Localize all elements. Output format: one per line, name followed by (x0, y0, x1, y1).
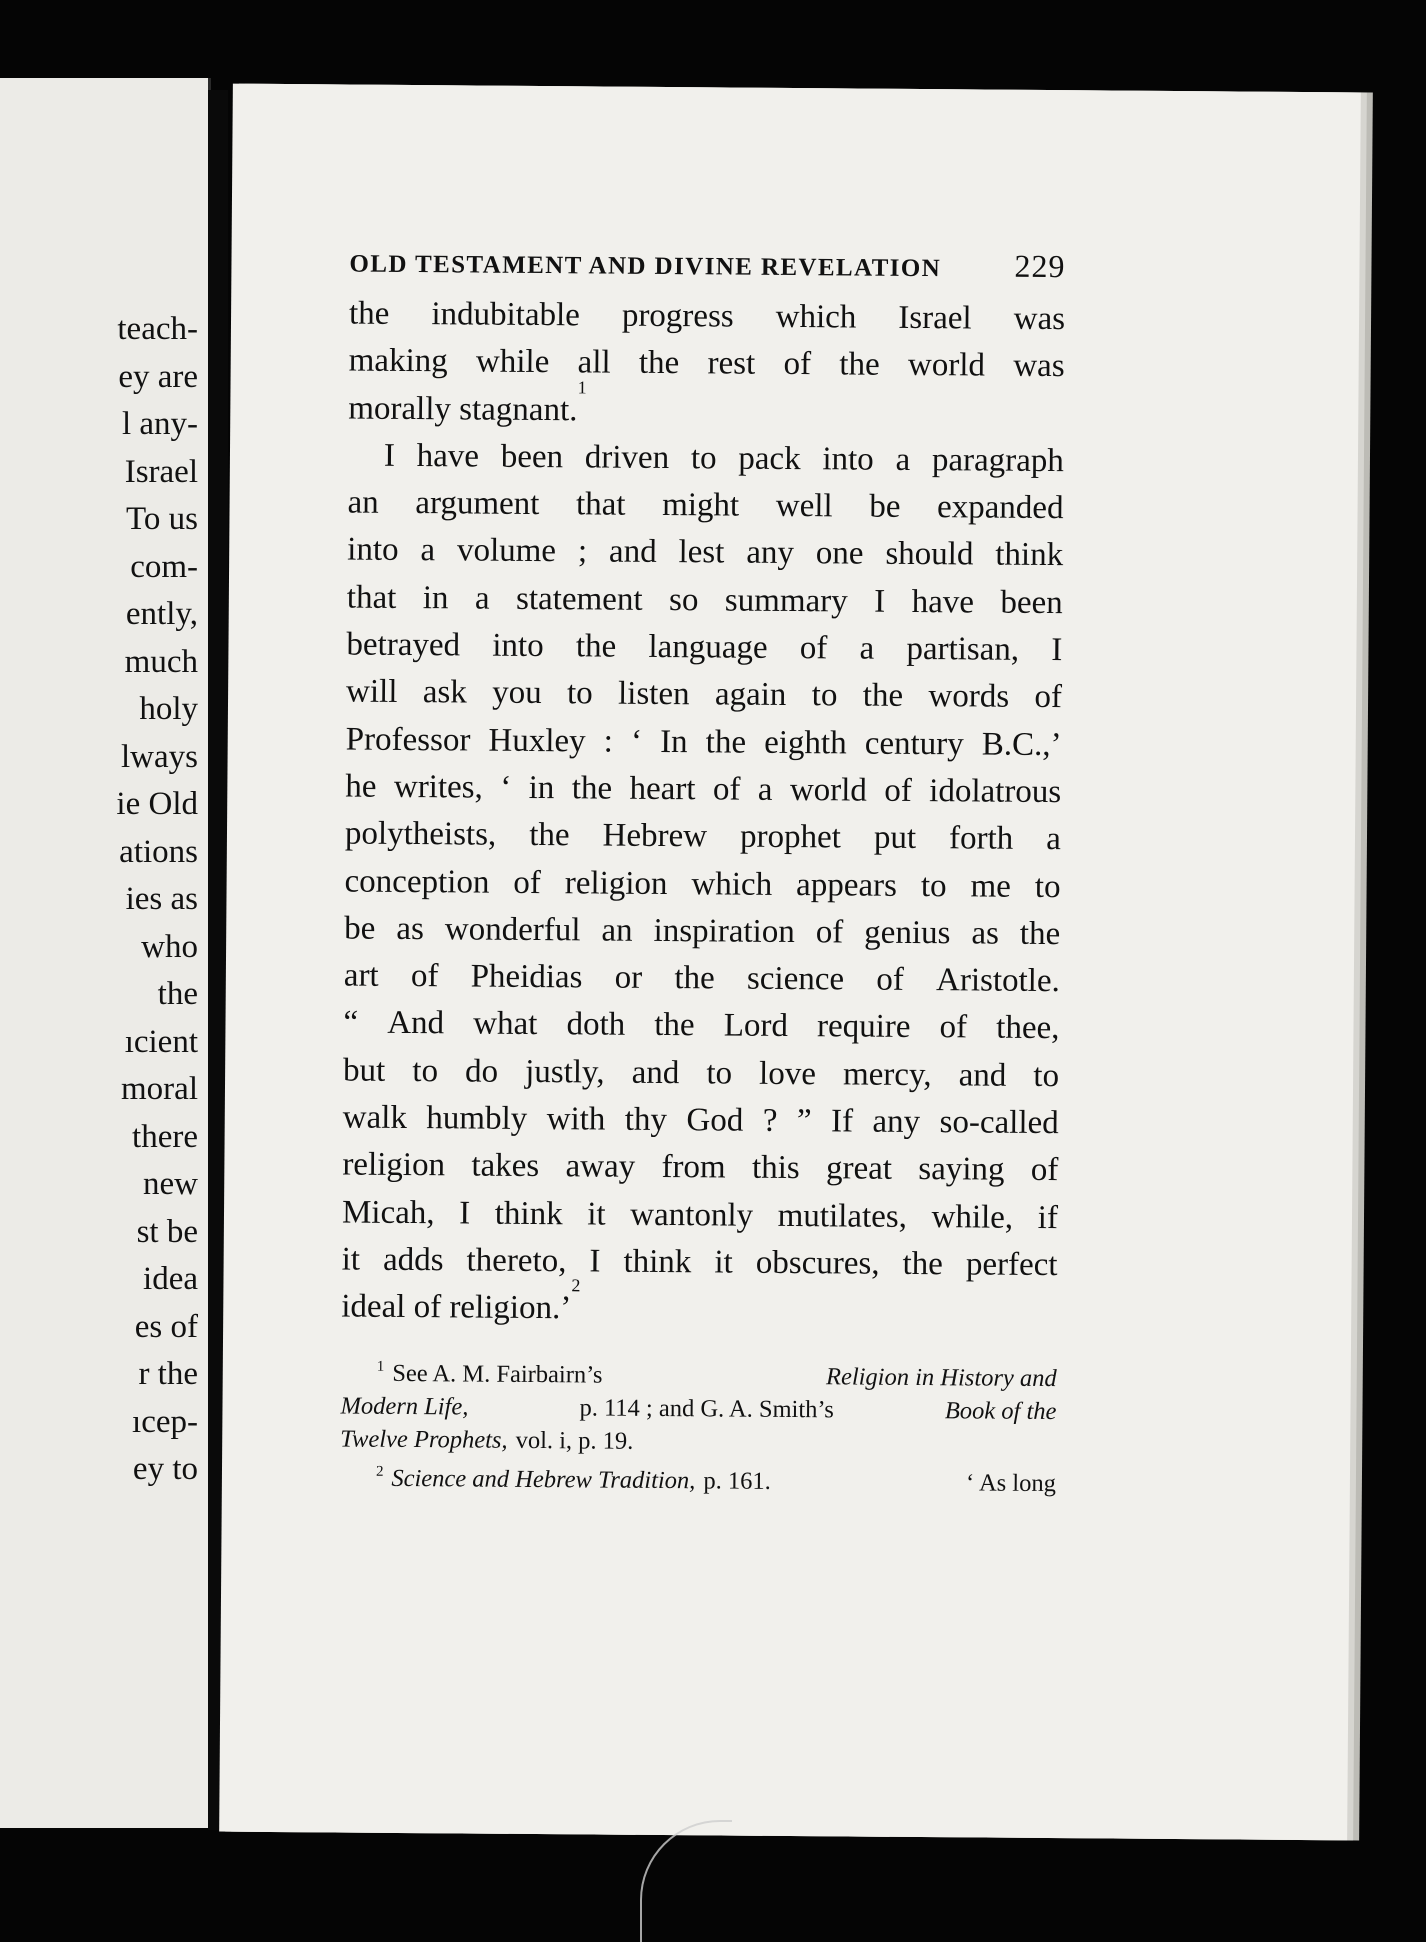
facing-line: much (124, 643, 198, 680)
running-head (349, 243, 1065, 286)
facing-line: ations (119, 833, 198, 870)
footnote-number: 1 (376, 1358, 385, 1375)
text-line: he writes, ‘ in the heart of a world of idolatrous (345, 768, 1062, 811)
facing-line: es of (134, 1308, 198, 1345)
text-line: it adds thereto, I think it obscures, the perfect (341, 1241, 1058, 1284)
facing-line: idea (143, 1261, 198, 1297)
text-line (341, 1275, 1057, 1337)
text-line: Professor Huxley : ‘ In the eighth century B.C.,’ (345, 721, 1062, 763)
facing-line: who (141, 928, 198, 965)
footnote-line (340, 1422, 1056, 1461)
text-line: polytheists, the Hebrew prophet put forth a (344, 815, 1062, 858)
facing-line: com- (130, 548, 198, 585)
footnote-text: p. 161. (703, 1467, 771, 1495)
text-line (348, 376, 1064, 438)
footnote-line (341, 1356, 1057, 1395)
text-line: making while all the rest of the world was (348, 342, 1065, 385)
footnote-title: Book of the (944, 1397, 1057, 1426)
text-line: walk humbly with thy God ? ” If any so-called (342, 1099, 1059, 1142)
text-line: religion takes away from this great saying of (342, 1146, 1059, 1189)
footnote-title: Science and Hebrew Tradition, (391, 1464, 696, 1495)
facing-line: ey to (132, 1451, 198, 1487)
facing-line: ıcep- (132, 1403, 198, 1440)
facing-page-text (116, 306, 198, 1494)
text-line: but to do justly, and to love mercy, and to (342, 1052, 1060, 1094)
text-line: an argument that might well be expanded (347, 484, 1064, 527)
scan-artifact (640, 1820, 732, 1942)
body-text (341, 291, 1065, 1337)
footnote-1 (340, 1356, 1057, 1461)
facing-line: l any- (121, 406, 198, 442)
footnote-number: 2 (375, 1463, 384, 1480)
text-line: that in a statement so summary I have been (346, 579, 1063, 621)
facing-line: r the (138, 1356, 198, 1392)
facing-page-fragment (0, 78, 211, 1828)
text-line: betrayed into the language of a partisan, I (346, 626, 1063, 669)
running-head-title: OLD TESTAMENT AND DIVINE REVELATION (349, 250, 942, 283)
facing-line: Israel (124, 453, 198, 490)
footnote-line (340, 1461, 1056, 1500)
facing-line: ie Old (116, 786, 198, 822)
facing-line: st be (136, 1213, 198, 1250)
book-page (219, 84, 1361, 1841)
text-line: I have been driven to pack into a paragraph (383, 437, 1065, 480)
footnote-title: Modern Life, (340, 1392, 469, 1421)
text-line-content: ideal of religion.’ (341, 1288, 572, 1327)
text-line: Micah, I think it wantonly mutilates, while, if (341, 1194, 1059, 1236)
facing-line: holy (139, 691, 198, 727)
facing-line: To us (126, 501, 198, 537)
text-line: the indubitable progress which Israel was (348, 295, 1066, 338)
text-line: be as wonderful an inspiration of genius as the (344, 910, 1061, 952)
text-line: art of Pheidias or the science of Aristotle. (343, 957, 1060, 1000)
footnote-text: See A. M. Fairbairn’s (392, 1359, 603, 1389)
facing-line: the (157, 976, 198, 1012)
facing-line: ently, (125, 596, 198, 632)
footnote-line (340, 1389, 1056, 1428)
facing-line: teach- (117, 311, 198, 347)
facing-line: ey are (118, 358, 198, 395)
facing-line: lways (121, 738, 198, 775)
footnote-line-start (377, 1357, 603, 1392)
page-number: 229 (1014, 247, 1066, 285)
footnote-text: ‘ As long (965, 1469, 1057, 1498)
facing-line: ies as (125, 881, 198, 917)
footnote-text: p. 114 ; and G. A. Smith’s (579, 1394, 834, 1424)
footnote-2 (340, 1461, 1056, 1500)
facing-line: new (143, 1166, 198, 1202)
facing-line: ıcient (124, 1023, 198, 1060)
footnote-title: Twelve Prophets, (340, 1425, 508, 1454)
footnote-title: Religion in History and (825, 1363, 1057, 1393)
text-line: into a volume ; and lest any one should think (347, 531, 1064, 574)
text-line: “ And what doth the Lord require of thee, (343, 1004, 1060, 1047)
footnote-ref: 1 (577, 376, 587, 397)
footnote-line-start (376, 1462, 771, 1498)
footnote-text: vol. i, p. 19. (515, 1426, 634, 1455)
facing-line: there (132, 1118, 198, 1155)
footnote-ref: 2 (571, 1275, 581, 1296)
footnotes (340, 1356, 1057, 1500)
text-line: will ask you to listen again to the words of (345, 673, 1063, 716)
facing-line: moral (121, 1071, 198, 1107)
text-line-content: morally stagnant. (348, 390, 578, 428)
text-line: conception of religion which appears to me to (344, 863, 1061, 905)
